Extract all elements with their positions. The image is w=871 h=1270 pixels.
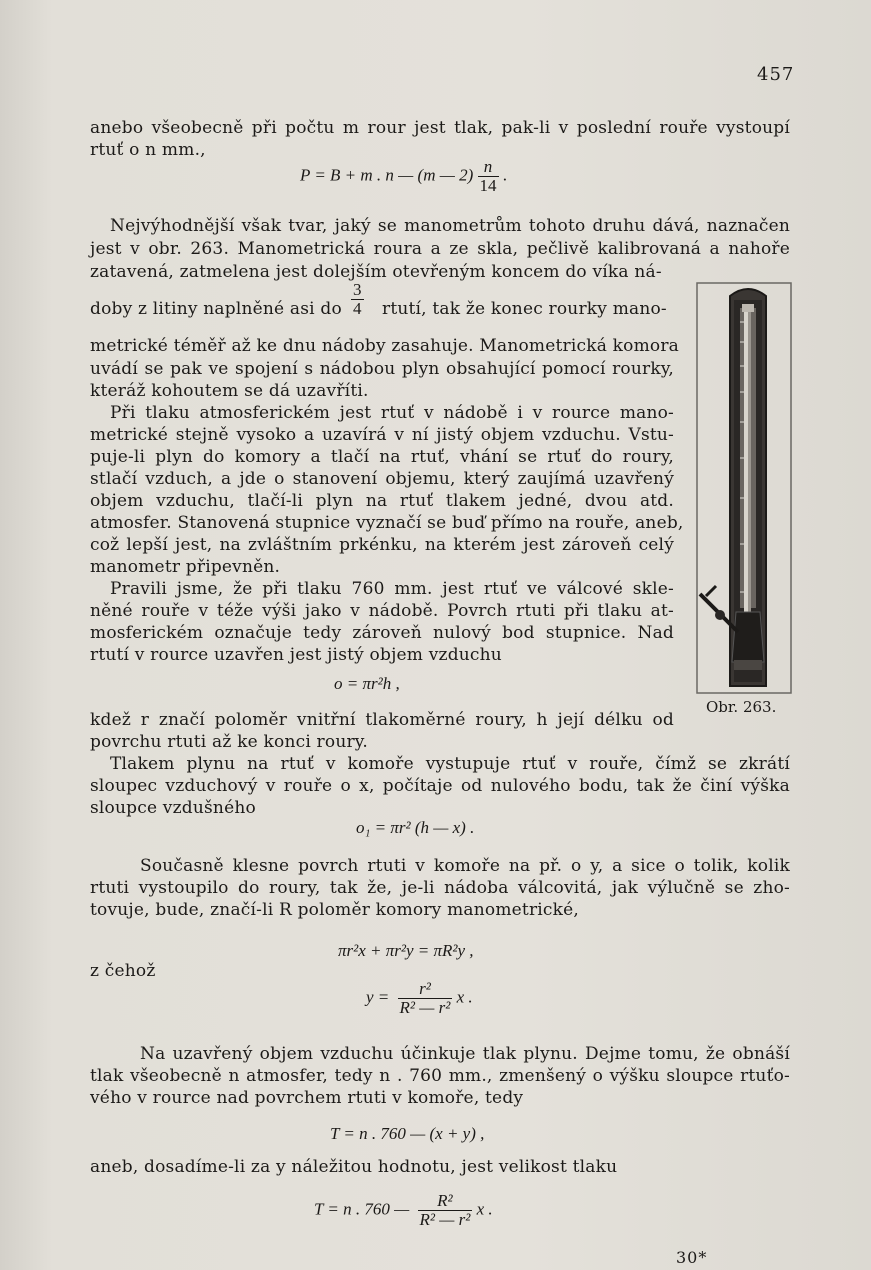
fraction-numerator: 3 [353,280,362,299]
formula-lhs: T = n . 760 — [314,1199,410,1219]
text-line: tlak všeobecně n atmosfer, tedy n . 760 mm., zmenšený o výšku sloupce rtuťo- [90,1066,790,1086]
text-line: objem vzduchu, tlačí-li plyn na rtuť tlakem jedné, dvou atd. [90,491,674,511]
formula-lhs: P = B + m . n — (m — 2) [300,165,474,185]
text-line: puje-li plyn do komory a tlačí na rtuť, vhání se rtuť do roury, [90,447,674,467]
fraction-denominator: 4 [353,299,362,318]
figure-caption: Obr. 263. [706,698,777,716]
text-line: kteráž kohoutem se dá uzavříti. [90,381,369,401]
text-line: metrické stejně vysoko a uzavírá v ní jistý objem vzduchu. Vstu- [90,425,674,445]
text-line: rtuť o n mm., [90,140,206,160]
fraction-r-over-R [398,980,453,1017]
text-line: Tlakem plynu na rtuť v komoře vystupuje rtuť v rouře, čímž se zkrátí [110,754,790,774]
text-line: uvádí se pak ve spojení s nádobou plyn obsahující pomocí rourky, [90,359,674,379]
text-line: anebo všeobecně při počtu m rour jest tlak, pak-li v poslední rouře vystoupí [90,118,790,138]
signature-mark: 30* [676,1248,708,1267]
text-line: něné rouře v téže výši jako v nádobě. Povrch rtuti při tlaku at- [90,601,674,621]
formula-lhs: y = [366,987,390,1007]
fraction-denominator: R² — r² [419,1210,471,1229]
text-line: vého v rource nad povrchem rtuti v komoře, tedy [90,1088,524,1108]
text-line: sloupce vzdušného [90,798,256,818]
page-number: 457 [757,64,795,85]
text-line: rtutí v rource uzavřen jest jistý objem vzduchu [90,645,502,665]
fraction-numerator: R² [437,1191,453,1210]
text-line: zatavená, zatmelena jest dolejším otevřeným koncem do víka ná- [90,262,662,282]
text-line: z čehož [90,961,156,981]
fraction-numerator: r² [419,979,431,998]
formula-end: x . [476,1199,493,1219]
text-line: Pravili jsme, že při tlaku 760 mm. jest rtuť ve válcové skle- [110,579,674,599]
fraction-denominator: 14 [479,176,497,195]
text-line: Na uzavřený objem vzduchu účinkuje tlak plynu. Dejme tomu, že obnáší [140,1044,790,1064]
text-line: jest v obr. 263. Manometrická roura a ze skla, pečlivě kalibrovaná a nahoře [90,239,790,259]
text-line: tovuje, bude, značí-li R poloměr komory manometrické, [90,900,579,920]
fraction-numerator: n [483,157,493,176]
text-line: což lepší jest, na zvláštním prkénku, na kterém jest zároveň celý [90,535,674,555]
formula-volume-reduced: o₁ = πr² (h — x) . [356,818,475,837]
text-line: aneb, dosadíme-li za y náležitou hodnotu, jest velikost tlaku [90,1157,618,1177]
text-line: rtuti vystoupilo do roury, tak že, je-li nádoba válcovitá, jak výlučně se zho- [90,878,790,898]
formula-volume: o = πr²h , [334,674,400,693]
formula-pressure-T: T = n . 760 — (x + y) , [330,1124,485,1143]
formula-y [366,980,473,1017]
formula-equal-volumes: πr²x + πr²y = πR²y , [338,941,474,960]
text-line: atmosfer. Stanovená stupnice vyznačí se buď přímo na rouře, aneb, [90,513,684,533]
text-line: mosferickém označuje tedy zároveň nulový bod stupnice. Nad [90,623,674,643]
formula-end: x . [456,987,473,1007]
text-line: Nejvýhodnější však tvar, jaký se manometrům tohoto druhu dává, naznačen [110,216,790,236]
formula-pressure [300,158,507,195]
fraction-n-14 [478,158,499,195]
text-line: Současně klesne povrch rtuti v komoře na př. o y, a sice o tolik, kolik [140,856,790,876]
text-line: rtutí, tak že konec rourky mano- [382,299,667,319]
text-line: manometr připevněn. [90,557,281,577]
text-line: Při tlaku atmosferickém jest rtuť v nádobě i v rource mano- [110,403,674,423]
manometer-illustration [696,282,792,694]
fraction-R-over-R [418,1192,473,1229]
text-line: doby z litiny naplněné asi do [90,299,342,319]
text-line: stlačí vzduch, a jde o stanovení objemu, který zaujímá uzavřený [90,469,674,489]
manometer-figure [696,282,792,694]
text-line: kdež r značí poloměr vnitřní tlakoměrné roury, h její délku od [90,710,674,730]
text-line: metrické téměř až ke dnu nádoby zasahuje. Manometrická komora [90,336,680,356]
text-line: sloupec vzduchový v rouře o x, počítaje od nulového bodu, tak že činí výška [90,776,790,796]
formula-pressure-final [314,1192,493,1229]
fraction-three-quarters [351,281,364,318]
text-line: povrchu rtuti až ke konci roury. [90,732,368,752]
fraction-denominator: R² — r² [399,998,451,1017]
formula-end: . [502,165,508,185]
